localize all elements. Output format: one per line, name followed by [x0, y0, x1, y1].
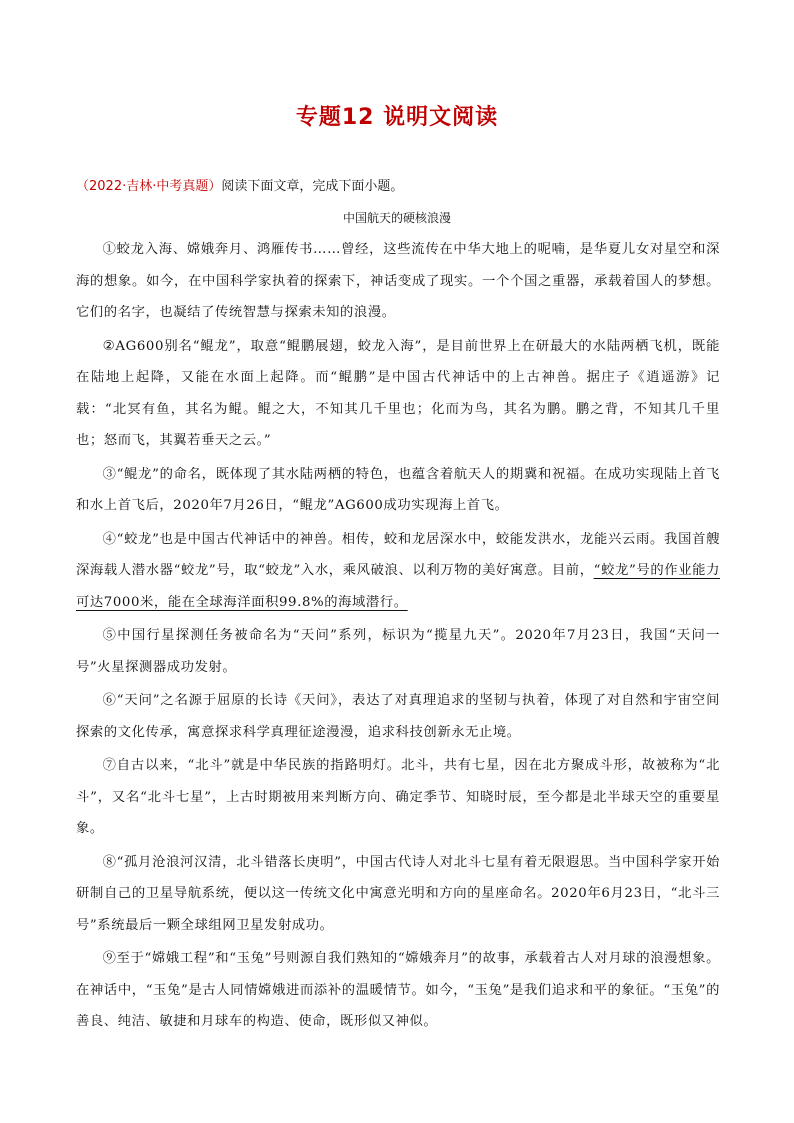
question-instruction: 阅读下面文章，完成下面小题。: [221, 179, 404, 194]
exam-source-tag: （2022·吉林·中考真题）: [76, 179, 222, 194]
paragraph-6: ⑥“天问”之名源于屈原的长诗《天问》，表达了对真理追求的坚韧与执着，体现了对自然和宇宙空间探索的文化传承，寓意探求科学真理征途漫漫，追求科技创新永无止境。: [76, 693, 720, 740]
page-title: 专题12 说明文阅读: [295, 105, 499, 130]
article-title: 中国航天的硬核浪漫: [342, 211, 451, 225]
paragraph-1: ①蛟龙入海、嫦娥奔月、鸿雁传书……曾经，这些流传在中华大地上的呢喃，是华夏儿女对星空和深海的想象。如今，在中国科学家执着的探索下，神话变成了现实。一个个国之重器，承载着国人的梦想。它们的名字，也凝结了传统智慧与探索未知的浪漫。: [76, 242, 720, 320]
article-body: [76, 234, 720, 1040]
question-source-line: [76, 175, 403, 194]
paragraph-9: ⑨至于“嫦娥工程”和“玉兔”号则源自我们熟知的“嫦娥奔月”的故事，承载着古人对月球的浪漫想象。在神话中，“玉兔”是古人同情嫦娥进而添补的温暖情节。如今，“玉兔”是我们追求和平的象征。“玉兔”的善良、纯洁、敏捷和月球车的构造、使命，既形似又神似。: [76, 951, 720, 1029]
paragraph-5: ⑤中国行星探测任务被命名为“天问”系列，标识为“揽星九天”。2020年7月23日，我国“天问一号”火星探测器成功发射。: [76, 628, 720, 675]
paragraph-2: ②AG600别名“鲲龙”，取意“鲲鹏展翅，蛟龙入海”，是目前世界上在研最大的水陆两栖飞机，既能在陆地上起降，又能在水面上起降。而“鲲鹏”是中国古代神话中的上古神兽。据庄子《逍遥游》记载：“北冥有鱼，其名为鲲。鲲之大，不知其几千里也；化而为鸟，其名为鹏。鹏之背，不知其几千里也；怒而飞，其翼若垂天之云。”: [76, 338, 720, 448]
paragraph-4-text: ④“蛟龙”也是中国古代神话中的神兽。相传，蛟和龙居深水中，蛟能发洪水，龙能兴云雨。我国首艘深海载人潜水器“蛟龙”号，取“蛟龙”入水，乘风破浪、以利万物的美好寓意。目前，: [76, 531, 720, 578]
paragraph-7: ⑦自古以来，“北斗”就是中华民族的指路明灯。北斗，共有七星，因在北方聚成斗形，故被称为“北斗”，又名“北斗七星”，上古时期被用来判断方向、确定季节、知晓时辰，至今都是北半球天空的重要星象。: [76, 758, 720, 836]
paragraph-8: ⑧“孤月沧浪河汉清，北斗错落长庚明”，中国古代诗人对北斗七星有着无限遐思。当中国科学家开始研制自己的卫星导航系统，便以这一传统文化中寓意光明和方向的星座命名。2020年6月23日，“北斗三号”系统最后一颗全球组网卫星发射成功。: [76, 854, 720, 933]
paragraph-4: [76, 524, 720, 619]
paragraph-3: ③“鲲龙”的命名，既体现了其水陆两栖的特色，也蕴含着航天人的期冀和祝福。在成功实现陆上首飞和水上首飞后，2020年7月26日，“鲲龙”AG600成功实现海上首飞。: [76, 466, 720, 513]
underlined-sentence: “蛟龙”号的作业能力可达7000米，能在全球海洋面积99.8%的海域潜行。: [76, 563, 720, 610]
